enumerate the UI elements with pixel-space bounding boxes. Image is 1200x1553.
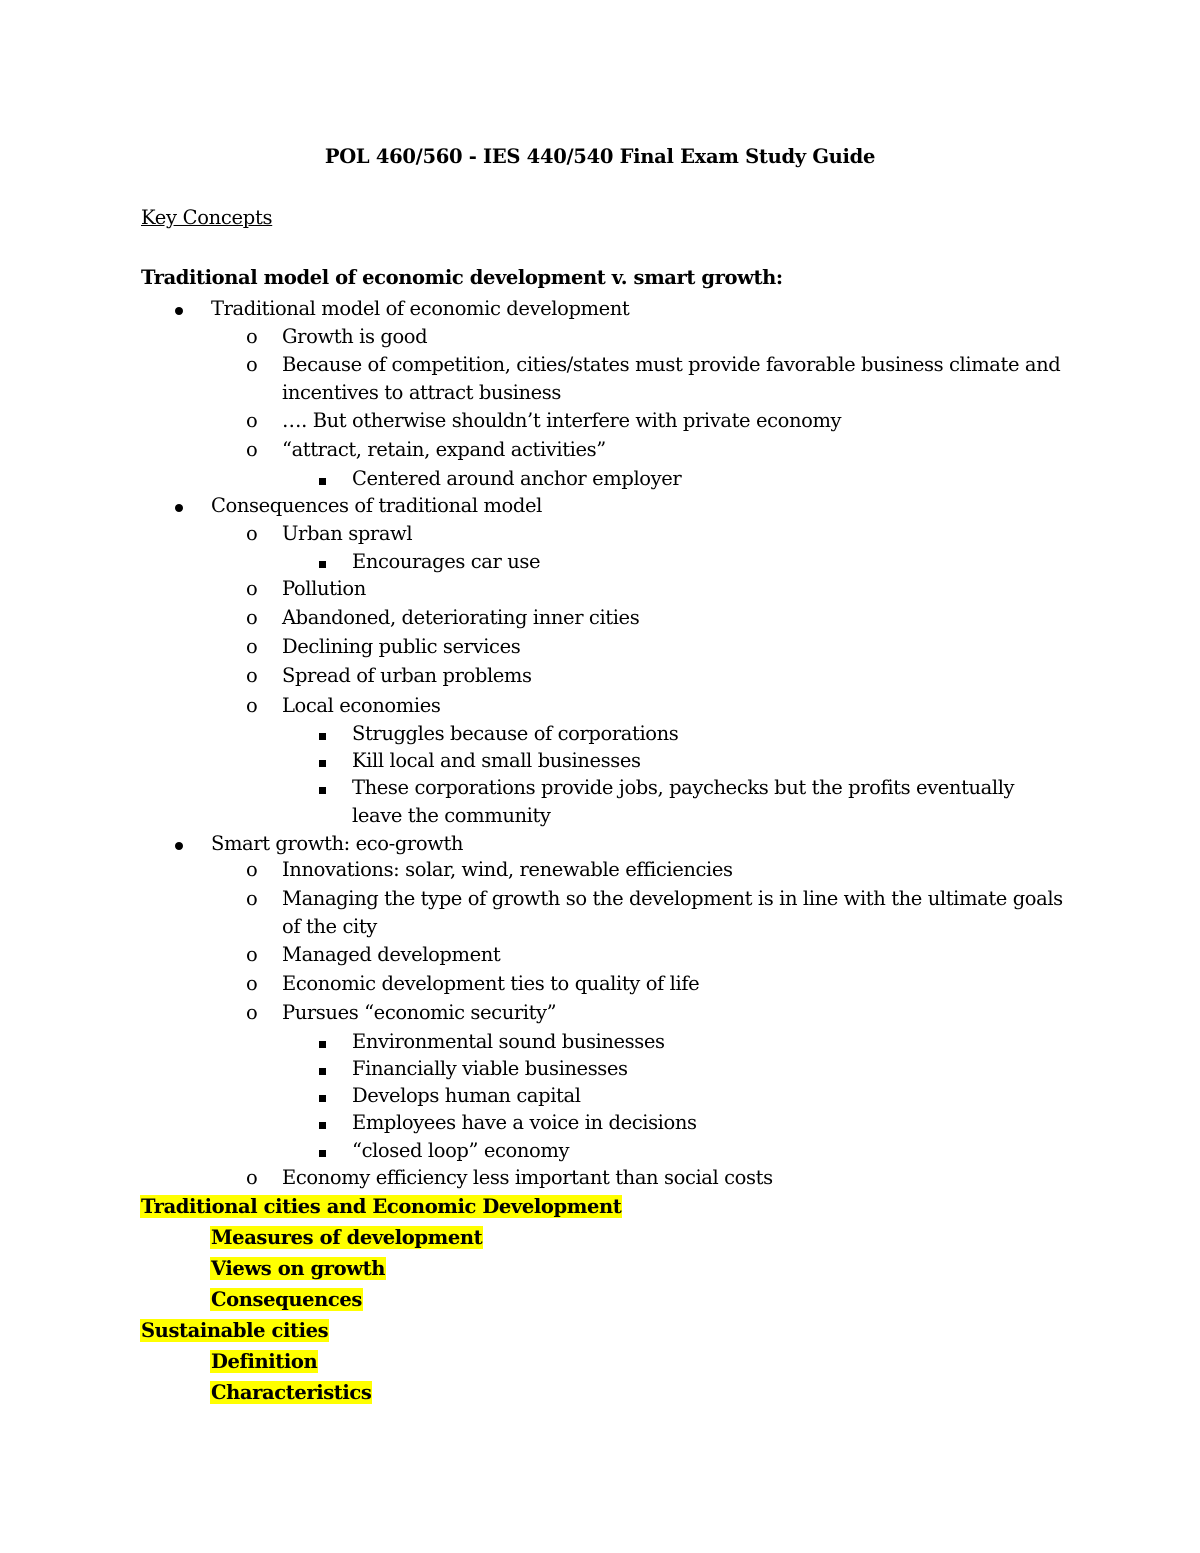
list-item: Develops human capital (352, 1084, 581, 1107)
list-item: Growth is good (282, 325, 428, 348)
highlighted-heading (140, 1195, 622, 1218)
sub-bullet-marker: o (246, 664, 258, 687)
document-title: POL 460/560 - IES 440/540 Final Exam Study Guide (324, 145, 876, 168)
list-item: Centered around anchor employer (352, 467, 682, 490)
sub-bullet-marker: o (246, 522, 258, 545)
key-concepts-heading: Key Concepts (141, 206, 273, 229)
highlighted-text: Sustainable cities (141, 1319, 329, 1342)
highlighted-subheading (210, 1381, 372, 1404)
bullet-icon (175, 307, 183, 315)
sub-bullet-marker: o (246, 972, 258, 995)
list-item: Managing the type of growth so the development is in line with the ultimate goals (282, 887, 1063, 910)
list-item: Traditional model of economic development (211, 297, 630, 320)
list-item: Managed development (282, 943, 501, 966)
highlighted-subheading (210, 1288, 363, 1311)
list-item-continuation: incentives to attract business (282, 381, 562, 404)
highlighted-text: Views on growth (211, 1257, 386, 1280)
highlighted-text: Measures of development (211, 1226, 483, 1249)
sub-bullet-marker: o (246, 943, 258, 966)
bullet-icon (175, 842, 183, 850)
list-item: Smart growth: eco-growth (211, 832, 464, 855)
square-bullet-icon (319, 1041, 326, 1048)
square-bullet-icon (319, 787, 326, 794)
section-heading (141, 266, 783, 289)
sub-bullet-marker: o (246, 635, 258, 658)
highlighted-subheading (210, 1350, 318, 1373)
list-item-continuation: of the city (282, 915, 377, 938)
section-heading-text: Traditional model of economic development v. smart growth: (141, 266, 783, 289)
list-item: Innovations: solar, wind, renewable efficiencies (282, 858, 733, 881)
list-item: “closed loop” economy (352, 1139, 570, 1162)
list-item: Pursues “economic security” (282, 1001, 557, 1024)
sub-bullet-marker: o (246, 1001, 258, 1024)
list-item: Urban sprawl (282, 522, 413, 545)
list-item: Declining public services (282, 635, 521, 658)
list-item: Kill local and small businesses (352, 749, 641, 772)
square-bullet-icon (319, 478, 326, 485)
list-item: Environmental sound businesses (352, 1030, 665, 1053)
sub-bullet-marker: o (246, 353, 258, 376)
list-item: Abandoned, deteriorating inner cities (282, 606, 640, 629)
highlighted-heading (140, 1319, 329, 1342)
sub-bullet-marker: o (246, 577, 258, 600)
list-item: Local economies (282, 694, 441, 717)
list-item: Spread of urban problems (282, 664, 532, 687)
list-item: Encourages car use (352, 550, 541, 573)
sub-bullet-marker: o (246, 694, 258, 717)
list-item: Pollution (282, 577, 366, 600)
highlighted-text: Traditional cities and Economic Development (141, 1195, 622, 1218)
square-bullet-icon (319, 760, 326, 767)
square-bullet-icon (319, 1068, 326, 1075)
list-item: Economy efficiency less important than social costs (282, 1166, 773, 1189)
list-item: Consequences of traditional model (211, 494, 542, 517)
highlighted-text: Consequences (211, 1288, 362, 1311)
sub-bullet-marker: o (246, 858, 258, 881)
square-bullet-icon (319, 1122, 326, 1129)
square-bullet-icon (319, 733, 326, 740)
list-item: Struggles because of corporations (352, 722, 679, 745)
sub-bullet-marker: o (246, 438, 258, 461)
square-bullet-icon (319, 1095, 326, 1102)
sub-bullet-marker: o (246, 409, 258, 432)
highlighted-subheading (210, 1257, 386, 1280)
list-item: These corporations provide jobs, paychecks but the profits eventually (352, 776, 1015, 799)
list-item: Because of competition, cities/states must provide favorable business climate and (282, 353, 1061, 376)
list-item: “attract, retain, expand activities” (282, 438, 606, 461)
list-item: Financially viable businesses (352, 1057, 628, 1080)
list-item: …. But otherwise shouldn’t interfere with private economy (282, 409, 842, 432)
sub-bullet-marker: o (246, 325, 258, 348)
sub-bullet-marker: o (246, 887, 258, 910)
square-bullet-icon (319, 1150, 326, 1157)
sub-bullet-marker: o (246, 606, 258, 629)
highlighted-text: Characteristics (211, 1381, 372, 1404)
list-item: Employees have a voice in decisions (352, 1111, 697, 1134)
sub-bullet-marker: o (246, 1166, 258, 1189)
list-item-continuation: leave the community (352, 804, 551, 827)
highlighted-subheading (210, 1226, 483, 1249)
list-item: Economic development ties to quality of life (282, 972, 700, 995)
square-bullet-icon (319, 561, 326, 568)
bullet-icon (175, 504, 183, 512)
highlighted-text: Definition (211, 1350, 318, 1373)
